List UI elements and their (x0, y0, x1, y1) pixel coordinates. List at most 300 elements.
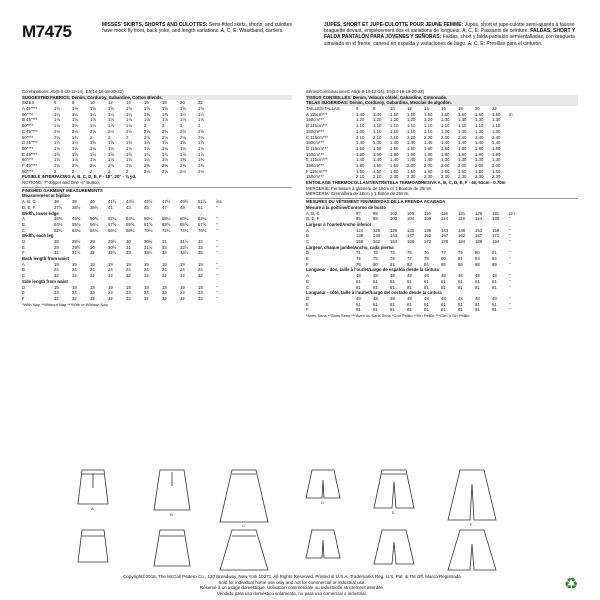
table-cell: 1.90 (390, 151, 399, 157)
table-cell: 1⅝ (162, 140, 168, 146)
row-label: 150cm*** (306, 117, 324, 123)
table-cell: 1⅜ (144, 111, 150, 117)
table-cell: 98 (373, 216, 378, 222)
unit-cell: " (216, 239, 218, 244)
table-cell: 19 (198, 261, 203, 267)
table-cell: 2.40 (492, 134, 501, 140)
table-cell: 2.40 (458, 134, 467, 140)
row-label: 150cm*** (306, 140, 324, 146)
table-cell: 1.20 (356, 117, 365, 123)
table-cell: 19 (108, 284, 113, 290)
table-cell: 1.40 (407, 157, 416, 163)
table-cell: 2⅝ (198, 128, 204, 134)
table-cell: 60¼ (180, 216, 189, 222)
table-cell: 19 (54, 284, 59, 290)
table-cell: 1.50 (424, 111, 433, 117)
table-cell: 24 (126, 290, 131, 296)
table-cell: 51½ (198, 199, 207, 205)
table-cell: 24 (108, 267, 113, 273)
table-cell: 28 (54, 239, 59, 244)
table-cell: 1⅝ (90, 151, 96, 157)
table-cell: 32½ (108, 250, 117, 256)
table-cell: 1.00 (356, 128, 365, 134)
table-cell: 1.80 (475, 145, 484, 151)
unit-cell: " (216, 290, 218, 296)
table-cell: 1⅛ (54, 157, 60, 163)
row-label: A (22, 216, 25, 222)
table-cell: 61 (441, 301, 446, 307)
table-cell: 1.50 (458, 168, 467, 174)
measure-group-title: Width, lower edge (22, 210, 59, 216)
table-cell: 72¼ (162, 227, 171, 233)
table-cell: 72 (373, 250, 378, 256)
row-label: E 115cm*** (306, 157, 328, 163)
table-cell: 1.50 (441, 111, 450, 117)
table-cell: 24 (180, 290, 185, 296)
table-cell: 2.20 (424, 134, 433, 140)
table-cell: 24 (72, 290, 77, 296)
table-cell: 49½ (180, 199, 189, 205)
table-cell: 1¾ (162, 151, 168, 157)
table-cell: 1⅞ (198, 151, 204, 157)
table-cell: 2⅛ (144, 168, 150, 174)
table-cell: 61 (356, 301, 361, 307)
table-cell: 1⅝ (198, 106, 204, 112)
table-cell: 76 (424, 250, 429, 256)
table-cell: 19 (180, 284, 185, 290)
row-label: B (306, 278, 309, 284)
table-cell: 83 (407, 261, 412, 267)
table-cell: 95 (356, 216, 361, 222)
size-cell: 12 (108, 100, 113, 106)
table-cell: 48 (492, 273, 497, 279)
table-cell: 1¼ (144, 157, 150, 163)
table-cell: 1½ (198, 111, 204, 117)
table-cell: 1.50 (407, 168, 416, 174)
table-cell: 19 (90, 284, 95, 290)
table-cell: 2.00 (407, 162, 416, 168)
table-cell: 168 (407, 239, 415, 245)
table-cell: 32 (126, 273, 131, 279)
description-es-text: Faldas, short y falda pantalón semientalladas, con bragueta simulada en el frente, canesú en espalda y variaciones de largo. A, C, E: Presillas para el cinturón. (324, 34, 575, 47)
row-label: B 45"*** (22, 117, 38, 123)
table-cell: 51 (198, 204, 203, 210)
table-cell: 2.30 (441, 134, 450, 140)
row-label: 150cm*** (306, 162, 324, 168)
unit-cell: " (216, 244, 218, 250)
unit-cell: " (216, 284, 218, 290)
table-cell: 1½ (54, 140, 60, 146)
shorts-d-back-drawing (306, 530, 340, 558)
unit-cell: " (216, 295, 218, 301)
table-cell: 56¼ (144, 216, 153, 222)
table-cell: 28½ (72, 239, 81, 244)
table-cell: 1.80 (492, 145, 501, 151)
unit-cell: " (216, 261, 218, 267)
table-cell: 1⅛ (198, 117, 204, 123)
table-cell: 48 (441, 273, 446, 279)
table-cell: 81 (458, 256, 463, 262)
row-cells (54, 250, 234, 256)
table-cell: 35 (198, 250, 203, 256)
table-cell: 1⅝ (162, 106, 168, 112)
table-cell: 19 (144, 261, 149, 267)
table-cell: 61 (390, 278, 395, 284)
size-cell: 6 (356, 106, 359, 112)
measure-group-title: Longueur - côté, taille à l'ourlet/Largo del costado desde la cintura (306, 290, 442, 296)
table-cell: 61 (407, 301, 412, 307)
row-label: 60"*** (22, 168, 34, 174)
table-cell: 61 (475, 278, 480, 284)
table-cell: 1.30 (458, 128, 467, 134)
unit-cell: m (509, 111, 513, 117)
unit-cell: " (509, 233, 511, 239)
size-cell: 18 (458, 106, 463, 112)
culottes-f-back-drawing (448, 530, 496, 570)
pattern-number: M7475 (22, 22, 72, 41)
row-label: E (22, 290, 25, 296)
table-cell: 24 (198, 290, 203, 296)
table-cell: 1⅛ (198, 145, 204, 151)
culottes-e-back-drawing (374, 530, 414, 564)
english-chart (22, 89, 292, 464)
table-cell: 2 (90, 134, 93, 140)
table-cell: 2.10 (390, 134, 399, 140)
table-cell: 30 (90, 244, 95, 250)
description-fr-es (324, 22, 578, 47)
table-cell: 29½ (72, 244, 81, 250)
table-cell: 2 (144, 123, 147, 129)
unit-cell: " (509, 239, 511, 245)
table-cell: 76 (390, 256, 395, 262)
table-cell: 1.40 (407, 140, 416, 146)
table-cell: 48 (492, 295, 497, 301)
yardage-table (22, 106, 292, 174)
table-cell: 81 (356, 284, 361, 290)
table-cell: 1.40 (424, 157, 433, 163)
table-cell: 1.50 (407, 111, 416, 117)
table-cell: 81 (441, 284, 446, 290)
table-cell: 89 (492, 261, 497, 267)
row-label: D (306, 295, 310, 301)
table-cell: 2⅜ (198, 162, 204, 168)
table-cell: 1.60 (390, 162, 399, 168)
table-cell: 19 (108, 261, 113, 267)
table-cell: 32 (162, 273, 167, 279)
table-cell: 58¼ (162, 216, 171, 222)
row-cells (54, 296, 234, 302)
table-cell: 1.10 (424, 128, 433, 134)
table-cell: 61 (390, 301, 395, 307)
table-cell: 2.30 (441, 174, 450, 180)
table-cell: 80 (373, 261, 378, 267)
table-cell: 74 (356, 256, 361, 262)
description-fr-text: Jupes, short et jupe-culotte semi-ajustés à fausse braguette devant, empiècement dos et variations de longueur. A, C, E: Passants de ceinture. (324, 22, 575, 35)
table-cell: 2 (72, 168, 75, 174)
row-label: E 45"*** (22, 151, 38, 157)
table-cell: 1.50 (441, 168, 450, 174)
table-cell: 32 (198, 239, 203, 244)
size-cell: 20 (475, 106, 480, 112)
table-cell: 1¼ (72, 111, 78, 117)
table-cell: 1.30 (458, 117, 467, 123)
table-cell: 1⅛ (54, 117, 60, 123)
table-cell: 1⅝ (90, 140, 96, 146)
table-cell: 19 (90, 261, 95, 267)
table-cell: 48 (458, 295, 463, 301)
table-cell: 1.10 (390, 128, 399, 134)
table-cell: 61 (492, 278, 497, 284)
table-cell: 147 (407, 233, 415, 239)
table-cell: 64¾ (90, 227, 99, 233)
table-cell: 24 (144, 267, 149, 273)
table-cell: 1.30 (441, 117, 450, 123)
table-cell: 29 (90, 239, 95, 244)
table-cell: 33½ (144, 250, 153, 256)
row-label: A 45"*** (22, 106, 38, 112)
skirt-c-back-drawing (220, 530, 268, 570)
table-cell: 1.60 (373, 162, 382, 168)
table-cell: 1.50 (373, 168, 382, 174)
description-en (102, 22, 302, 34)
unit-cell: " (216, 216, 218, 222)
row-label: 60"*** (22, 157, 34, 163)
entoilage: ENTOILAGE THERMOCOLLANT/ENTRETELA TERMOADHESIVA A, B, C, D, E, F - 46, 51cm - 0.70m (306, 180, 506, 186)
table-cell: 99 (373, 210, 378, 216)
recycle-icon: ♻ (564, 576, 579, 593)
use-notice-fr: Réservé à un usage domestique. Utilisation commerciale ou industrielle strictement interdite. (199, 585, 385, 590)
table-cell: 148 (458, 227, 466, 233)
size-cell: 16 (441, 106, 446, 112)
size-cell: 16 (144, 100, 149, 106)
table-cell: 2⅛ (108, 128, 114, 134)
table-cell: 1.60 (356, 151, 365, 157)
table-cell: 1½ (72, 106, 78, 112)
table-cell: 32 (90, 295, 95, 301)
size-cell: 6 (54, 100, 57, 106)
table-cell: 81 (492, 307, 497, 313)
table-cell: 126 (373, 227, 381, 233)
table-cell: 2⅛ (54, 128, 60, 134)
row-label: A, B, C (306, 210, 320, 216)
merceria: MERCERÍA: Cremallera de 18cm y 1 Botón de 25mm. (306, 191, 410, 197)
table-cell: 2.10 (356, 134, 365, 140)
table-cell: 1.30 (441, 157, 450, 163)
table-cell: 109 (424, 216, 432, 222)
shorts-d-front-drawing (306, 470, 340, 498)
size-cell: 14 (126, 100, 131, 106)
table-cell: 29½ (108, 239, 117, 244)
fabrics-es: TELAS SUGERIDAS: Denim, Corduroy, Gabardina, Mezclas de algodón. (306, 100, 578, 106)
row-label: C (306, 239, 310, 245)
table-cell: 77 (407, 256, 412, 262)
drawing-label-e: E (392, 510, 395, 515)
row-label: C 45"*** (22, 128, 38, 134)
row-cells (356, 216, 526, 222)
table-cell: 81 (458, 307, 463, 313)
skirt-a-back-drawing (78, 530, 108, 562)
fabrics-fr: TISSUS CONSEILLÉS: Denim, Velours côtelé, Gabardine, Cotonnade. (306, 95, 578, 101)
table-cell: 2⅛ (90, 162, 96, 168)
table-cell: 1.10 (373, 128, 382, 134)
table-cell: 1.50 (390, 145, 399, 151)
unit-cell: " (509, 256, 511, 262)
table-cell: 32 (144, 295, 149, 301)
row-label: A (22, 261, 25, 267)
table-cell: 116 (441, 210, 448, 216)
row-label: 60"*** (22, 111, 34, 117)
unit-cell: " (216, 267, 218, 273)
table-cell: 54¼ (126, 216, 135, 222)
table-cell: 19 (162, 261, 167, 267)
table-cell: 33 (126, 250, 131, 256)
table-cell: 1.90 (492, 151, 501, 157)
table-cell: 1⅛ (90, 157, 96, 163)
table-cell: 24 (162, 290, 167, 296)
table-cell: 61 (424, 301, 429, 307)
table-cell: 19 (144, 284, 149, 290)
table-cell: 32 (180, 273, 185, 279)
table-cell: 32 (108, 273, 113, 279)
table-cell: 19 (198, 284, 203, 290)
table-cell: 1⅛ (90, 145, 96, 151)
table-cell: 41½ (108, 199, 117, 205)
table-cell: 1.60 (458, 111, 467, 117)
drawing-label-a: A (91, 506, 94, 511)
table-cell: 1⅛ (90, 117, 96, 123)
table-cell: 32 (90, 250, 95, 256)
table-cell: 24 (90, 290, 95, 296)
use-notice-en: Sold for individual home use only and not for commercial or industrial use. (218, 579, 366, 585)
garment-drawings (22, 466, 578, 572)
table-cell: 2⅛ (180, 134, 186, 140)
table-cell: 31½ (180, 239, 189, 244)
table-cell: 32 (108, 295, 113, 301)
table-cell: 129 (390, 227, 398, 233)
table-cell: 2.30 (458, 174, 467, 180)
table-cell: 1½ (54, 106, 60, 112)
table-cell: 157 (441, 233, 449, 239)
table-cell: 2.30 (424, 174, 433, 180)
row-label: 60"*** (22, 134, 34, 140)
table-cell: 81 (424, 284, 429, 290)
table-cell: 121 (458, 210, 466, 216)
table-cell: 31 (162, 239, 167, 244)
table-cell: 1⅛ (108, 157, 114, 163)
table-cell: 2.00 (492, 162, 501, 168)
table-cell: 2.40 (475, 134, 484, 140)
table-cell: 32 (162, 295, 167, 301)
table-cell: 77 (441, 250, 446, 256)
table-cell: 32 (54, 295, 59, 301)
table-cell: 1.10 (407, 128, 416, 134)
size-cell: 20 (180, 100, 185, 106)
table-cell: 1⅛ (126, 145, 132, 151)
table-cell: 61⅝ (144, 221, 153, 227)
row-label: A 115cm*** (306, 111, 328, 117)
measurements-table-fr (306, 205, 578, 313)
measure-group-title: Side length from waist (22, 278, 68, 284)
table-cell: 1⅛ (72, 117, 78, 123)
table-cell: 24 (126, 267, 131, 273)
table-cell: 1.40 (373, 140, 382, 146)
description-en-text: Semi-fitted skirts, shorts, and culottes have mock fly front, back yoke, and length variations. A, C, E: Waistband, carriers. (102, 22, 292, 35)
table-cell: 32½ (180, 244, 189, 250)
table-cell: 1⅛ (54, 123, 60, 129)
table-cell: 1¼ (90, 111, 96, 117)
size-cell: 8 (72, 100, 75, 106)
table-cell: 1.30 (475, 117, 484, 123)
table-cell: 65⅝ (180, 221, 189, 227)
table-cell: 88 (475, 261, 480, 267)
drawing-label-d: D (321, 500, 324, 505)
table-cell: 32 (90, 273, 95, 279)
row-label: C (306, 284, 310, 290)
table-cell: 1.40 (356, 140, 365, 146)
table-cell: 1.10 (390, 123, 399, 129)
table-cell: 55⅛ (72, 221, 81, 227)
table-cell: 1.40 (475, 140, 484, 146)
table-cell: 2.00 (475, 162, 484, 168)
table-cell: 24 (54, 267, 59, 273)
table-cell: 48 (390, 273, 395, 279)
drawing-label-b: B (170, 512, 173, 517)
table-cell: 48 (475, 273, 480, 279)
size-cell: 10 (90, 100, 95, 106)
table-cell: 1.50 (356, 145, 365, 151)
row-label: 60"*** (22, 145, 34, 151)
table-cell: 59⅝ (126, 221, 135, 227)
unit-cell: " (509, 278, 511, 284)
table-cell: 1⅞ (108, 123, 114, 129)
table-cell: 74¼ (180, 227, 189, 233)
table-cell: 1.60 (424, 145, 433, 151)
table-cell: 1.40 (390, 140, 399, 146)
table-cell: 31½ (72, 250, 81, 256)
notions: NOTIONS: 7" Zipper and One ⅞" Button. (22, 180, 101, 186)
table-cell: 1.90 (475, 151, 484, 157)
size-cell: 18 (162, 100, 167, 106)
table-cell: 62¾ (54, 227, 63, 233)
drawing-label-c: C (242, 523, 245, 528)
row-label: F 115cm*** (306, 168, 328, 174)
table-cell: 1.30 (492, 128, 501, 134)
table-cell: 1.10 (407, 123, 416, 129)
table-cell: 63¾ (72, 227, 81, 233)
table-cell: 1.20 (373, 117, 382, 123)
measure-title: FINISHED GARMENT MEASUREMENTS (22, 187, 292, 194)
table-cell: 1.20 (441, 128, 450, 134)
table-cell: 110 (424, 210, 431, 216)
table-cell: 1⅝ (180, 140, 186, 146)
table-cell: 2⅛ (144, 134, 150, 140)
row-label: A, B, C (22, 199, 36, 205)
table-cell: 2⅛ (198, 168, 204, 174)
table-cell: 2 (198, 123, 201, 129)
table-cell: 81 (390, 261, 395, 267)
row-label: A (306, 273, 309, 279)
table-cell: 2½ (126, 128, 132, 134)
table-cell: 81 (492, 284, 497, 290)
table-cell: 81 (475, 307, 480, 313)
table-cell: 2⅛ (54, 134, 60, 140)
table-cell: 81 (373, 307, 378, 313)
table-cell: 1.10 (373, 123, 382, 129)
interfacing: FUSIBLE INTERFACING A, B, C, D, E, F - 18", 20" - ⅜ yd. (22, 174, 137, 180)
table-cell: 2⅝ (180, 128, 186, 134)
table-cell: 48¾ (54, 216, 63, 222)
table-cell: 1.40 (492, 140, 501, 146)
